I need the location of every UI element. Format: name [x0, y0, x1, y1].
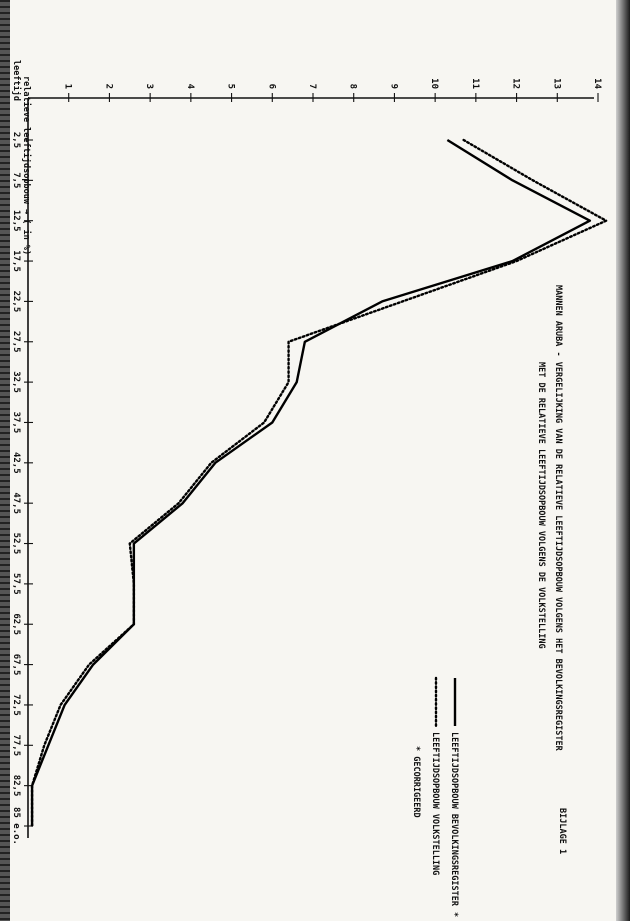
age-tick-label-7: 37,5 [11, 411, 21, 434]
value-tick-label-6: 6 [266, 83, 277, 89]
value-tick-label-13: 13 [551, 78, 562, 89]
age-tick-label-2: 12,5 [11, 209, 21, 232]
value-tick-label-14: 14 [592, 78, 602, 89]
age-tick-label-8: 42,5 [11, 451, 21, 474]
age-tick-label-6: 32,5 [11, 371, 21, 393]
x-axis-label: leeftijd [11, 60, 21, 101]
age-tick-label-11: 57,5 [11, 573, 21, 595]
value-tick-label-4: 4 [184, 83, 195, 89]
age-tick-label-1: 7,5 [11, 172, 21, 189]
value-tick-label-5: 5 [225, 83, 236, 89]
age-tick-label-17: 85 e.o. [11, 807, 21, 845]
value-tick-label-10: 10 [429, 78, 440, 89]
age-tick-label-14: 72,5 [11, 694, 21, 716]
age-tick-label-13: 67,5 [11, 653, 21, 676]
chart-series-layer [32, 140, 606, 826]
age-tick-label-0: 2,5 [11, 131, 21, 149]
legend-entry-census: LEEFTIJDSOPBOUW VOLKSTELLING [430, 732, 440, 876]
value-tick-label-2: 2 [103, 83, 114, 89]
value-tick-label-7: 7 [307, 83, 317, 89]
age-tick-label-5: 27,5 [11, 330, 21, 353]
series-line-bevolkingsregister [32, 140, 590, 826]
age-tick-label-4: 22,5 [11, 290, 21, 313]
y-axis-label: relatieve leeftijdsopbouw → ( in %) [21, 76, 31, 256]
chart-labels [11, 60, 567, 854]
legend-entry-register-marker: * [449, 912, 459, 918]
value-tick-label-8: 8 [347, 83, 358, 89]
age-tick-label-15: 77,5 [11, 734, 21, 757]
legend-note: * GECORRIGEERD [411, 746, 421, 818]
series-line-volkstelling [32, 140, 606, 826]
chart-subtitle: MET DE RELATIEVE LEEFTIJDSOPBOUW VOLGENS DE VOLKSTELLING [536, 362, 546, 649]
bijlage-label: BIJLAGE 1 [557, 808, 567, 855]
chart-ticks [11, 78, 602, 845]
value-tick-label-9: 9 [388, 83, 399, 89]
chart-title: MANNEN ARUBA - VERGELIJKING VAN DE RELATIEVE LEEFTIJDSOPBOUW VOLGENS HET BEVOLKINGSREGISTER [553, 285, 563, 751]
value-tick-label-11: 11 [469, 78, 480, 89]
chart-axes [28, 98, 594, 838]
age-tick-label-9: 47,5 [11, 492, 21, 515]
chart-legend [411, 678, 459, 917]
age-tick-label-12: 62,5 [11, 613, 21, 636]
age-tick-label-16: 82,5 [11, 774, 21, 797]
age-tick-label-3: 17,5 [11, 250, 21, 272]
age-tick-label-10: 52,5 [11, 532, 21, 555]
legend-entry-register: LEEFTIJDSOPBOUW BEVOLKINGSREGISTER [449, 732, 459, 906]
value-tick-label-12: 12 [510, 78, 521, 89]
value-tick-label-3: 3 [144, 83, 155, 89]
value-tick-label-1: 1 [62, 83, 73, 89]
